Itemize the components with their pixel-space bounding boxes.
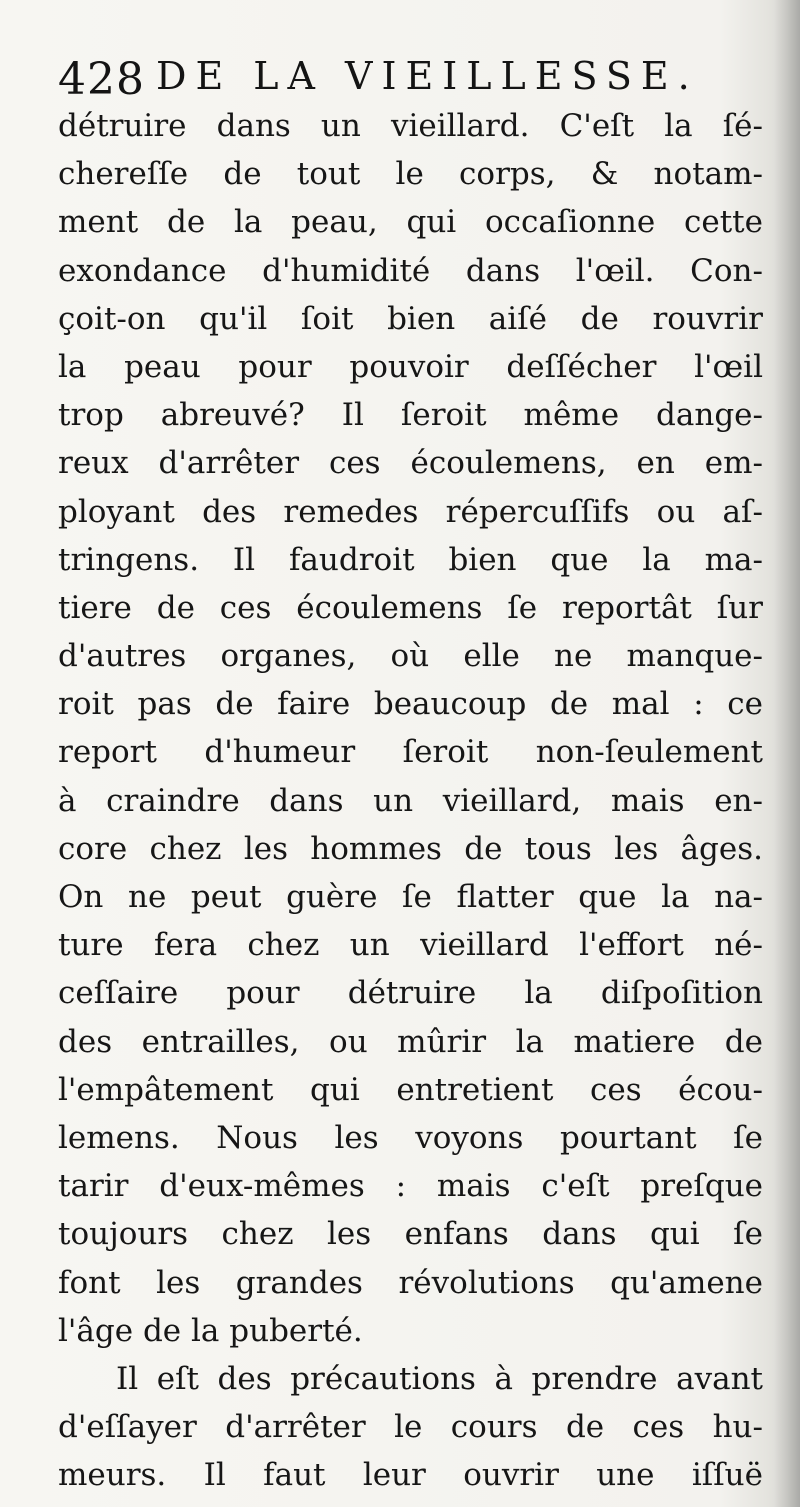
text-line: tringens. Il faudroit bien que la ma- bbox=[58, 541, 763, 578]
text-line: ceſſaire pour détruire la diſpoſition bbox=[58, 975, 763, 1012]
text-line: d'eſſayer d'arrêter le cours de ces hu- bbox=[58, 1409, 763, 1446]
paragraph-end-line: l'âge de la puberté. bbox=[58, 1312, 363, 1349]
text-line: tiere de ces écoulemens ſe reportât ſur bbox=[58, 589, 763, 626]
text-line: On ne peut guère ſe flatter que la na- bbox=[58, 879, 763, 915]
text-line: la peau pour pouvoir deſſécher l'œil bbox=[58, 348, 763, 385]
text-body bbox=[58, 102, 763, 1499]
text-line: chereſſe de tout le corps, & notam- bbox=[58, 156, 763, 193]
running-title: DE LA VIEILLESSE. bbox=[156, 54, 699, 98]
text-line: ture fera chez un vieillard l'effort né- bbox=[58, 927, 763, 964]
text-line: des entrailles, ou mûrir la matiere de bbox=[58, 1023, 763, 1060]
text-line: reux d'arrêter ces écoulemens, en em- bbox=[58, 445, 763, 482]
text-line: meurs. Il faut leur ouvrir une iſſuë bbox=[58, 1457, 763, 1494]
page-gutter-shadow bbox=[774, 0, 800, 1507]
text-line: tarir d'eux-mêmes : mais c'eſt preſque bbox=[58, 1168, 763, 1205]
running-head bbox=[58, 48, 758, 108]
text-line: ployant des remedes répercuſſifs ou aſ- bbox=[58, 493, 763, 530]
text-line: à craindre dans un vieillard, mais en- bbox=[58, 782, 763, 819]
page-number: 428 bbox=[58, 54, 145, 105]
text-line: roit pas de faire beaucoup de mal : ce bbox=[58, 686, 763, 723]
text-line: ment de la peau, qui occaſionne cette bbox=[58, 204, 763, 241]
text-line: détruire dans un vieillard. C'eſt la ſé- bbox=[58, 108, 763, 144]
paragraph-start-line: Il eſt des précautions à prendre avant bbox=[116, 1360, 763, 1397]
text-line: exondance d'humidité dans l'œil. Con- bbox=[58, 252, 763, 289]
text-line: toujours chez les enfans dans qui ſe bbox=[58, 1216, 763, 1253]
text-line: report d'humeur ſeroit non-ſeulement bbox=[58, 734, 763, 771]
text-line: çoit-on qu'il ſoit bien aiſé de rouvrir bbox=[58, 300, 763, 337]
text-line: d'autres organes, où elle ne manque- bbox=[58, 638, 763, 675]
text-line: core chez les hommes de tous les âges. bbox=[58, 830, 763, 867]
text-line: trop abreuvé? Il ſeroit même dange- bbox=[58, 397, 763, 434]
text-line: font les grandes révolutions qu'amene bbox=[58, 1264, 763, 1301]
text-line: l'empâtement qui entretient ces écou- bbox=[58, 1071, 763, 1108]
text-line: lemens. Nous les voyons pourtant ſe bbox=[58, 1119, 763, 1156]
